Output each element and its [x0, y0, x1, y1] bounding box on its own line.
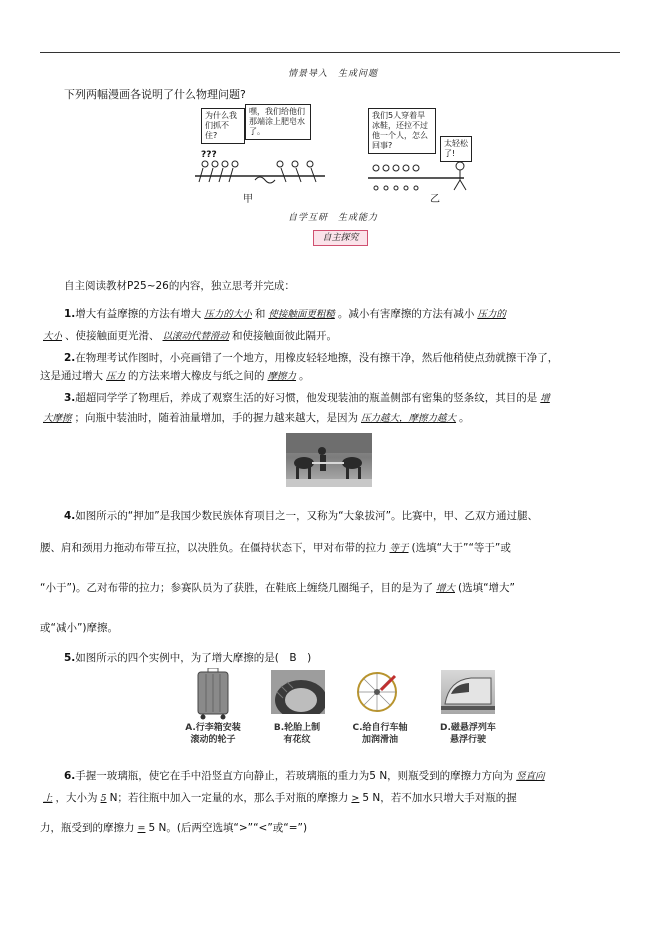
caption-b: B.轮胎上制 有花纹 — [273, 723, 321, 745]
q6-answer-4: = — [137, 823, 146, 834]
caption-d: D.磁悬浮列车 悬浮行驶 — [440, 723, 496, 745]
q6-line-2: 上 ，大小为 5 N；若往瓶中加入一定量的水，那么手对瓶的摩擦力 > 5 N，若不加水只增大手对瓶的握 — [40, 790, 620, 805]
top-rule — [40, 52, 620, 53]
reading-intro: 自主阅读教材P25~26的内容，独立思考并完成： — [64, 280, 295, 292]
q2-line-2: 这是通过增大 压力 的方法来增大橡皮与纸之间的 摩擦力 。 — [40, 370, 310, 382]
q6-answer-3: > — [351, 793, 360, 804]
speech-bubble-right-1: 我们5人穿着旱冰鞋，还拉不过他一个人，怎么回事? — [368, 108, 436, 154]
maglev-image — [441, 670, 495, 714]
maglev-train-icon — [441, 670, 495, 714]
q1-answer-4: 以滚动代替滑动 — [162, 331, 230, 342]
q3-answer-1: 增 — [540, 393, 550, 404]
cartoon-label-left: 甲 — [243, 194, 253, 205]
caption-c: C.给自行车轴 加润滑油 — [352, 723, 408, 745]
tug-of-war-left-drawing — [195, 156, 335, 190]
q5-line-1: 5.如图所示的四个实例中，为了增大摩擦的是( B ) — [64, 652, 312, 664]
q5-number: 5. — [64, 652, 76, 664]
q3-line-2: 大摩擦 ；向瓶中装油时，随着油量增加，手的握力越来越大，是因为 压力越大，摩擦力越大 。 — [40, 410, 620, 425]
q1-answer-1: 压力的大小 — [204, 309, 252, 320]
suitcase-image — [194, 668, 232, 720]
q1-line-1: 1.增大有益摩擦的方法有增大 压力的大小 和 使接触面更粗糙 。减小有害摩擦的方法有减小 压力的 — [64, 306, 644, 321]
tire-image — [271, 670, 325, 714]
q4-line-3: “小于”)。乙对布带的拉力；参赛队员为了获胜，在鞋底上缠绕几圈绳子，目的是为了 增大 (选填“增大” — [40, 582, 515, 594]
self-study-badge: 自主探究 — [313, 230, 368, 246]
q3-answer-2: 压力越大，摩擦力越大 — [361, 413, 457, 424]
q4-answer-2: 增大 — [435, 583, 455, 594]
speech-bubble-left-1: 为什么我们抓不住? — [201, 108, 245, 144]
q3-answer-1b: 大摩擦 — [43, 413, 72, 424]
q6-answer-1b: 上 — [43, 793, 53, 804]
intro-question: 下列两幅漫画各说明了什么物理问题? — [64, 88, 246, 101]
q4-line-1: 4.如图所示的“押加”是我国少数民族体育项目之一，又称为“大象拔河”。比赛中，甲、乙双方通过腿、 — [64, 510, 539, 522]
cartoon-right — [368, 104, 478, 205]
q3-line-1: 3.超超同学学了物理后，养成了观察生活的好习惯，他发现装油的瓶盖侧部有密集的竖条纹，其目的是 增 — [64, 390, 644, 405]
q4-answer-1: 等于 — [389, 543, 409, 554]
q6-answer-2: 5 — [100, 793, 107, 804]
cartoon-label-right: 乙 — [430, 194, 440, 205]
q4-line-2: 腰、肩和颈用力拖动布带互拉，以决胜负。在僵持状态下，甲对布带的拉力 等于 (选填“大于”“等于”或 — [40, 542, 511, 554]
q3-number: 3. — [64, 392, 76, 404]
question-marks: ??? — [201, 150, 217, 160]
q1-line-2: 大小 、使接触面更光滑、 以滚动代替滑动 和使接触面彼此隔开。 — [40, 328, 620, 343]
q1-answer-3: 压力的 — [477, 309, 506, 320]
section-heading-2: 自学互研 生成能力 — [288, 213, 379, 223]
q4-number: 4. — [64, 510, 76, 522]
section-heading-1: 情景导入 生成问题 — [288, 69, 379, 79]
tire-icon — [271, 670, 325, 714]
q6-number: 6. — [64, 770, 76, 782]
bicycle-wheel-image — [351, 670, 403, 714]
caption-a: A.行李箱安装 滚动的轮子 — [185, 723, 241, 745]
q2-number: 2. — [64, 352, 76, 364]
q1-answer-2: 使接触面更粗糙 — [268, 309, 335, 320]
q2-answer-1: 压力 — [106, 371, 126, 382]
q2-answer-2: 摩擦力 — [267, 371, 297, 382]
q1-answer-3b: 大小 — [43, 331, 63, 342]
speech-bubble-right-2: 太轻松了! — [440, 136, 472, 162]
speech-bubble-left-2: 嘿，我们给他们那端涂上肥皂水了。 — [245, 104, 311, 140]
bicycle-wheel-icon — [351, 670, 403, 714]
q6-answer-1: 竖直向 — [516, 771, 545, 782]
yajia-photo — [286, 433, 372, 487]
q1-number: 1. — [64, 308, 76, 320]
q4-line-4: 或“减小”)摩擦。 — [40, 622, 118, 634]
cartoon-left — [195, 104, 335, 205]
suitcase-icon — [194, 668, 232, 720]
yajia-photo-figures — [286, 433, 372, 487]
q6-line-1: 6.手握一玻璃瓶，使它在手中沿竖直方向静止，若玻璃瓶的重力为5 N，则瓶受到的摩擦力方向为 竖直向 — [64, 768, 644, 783]
q2-line-1: 2.在物理考试作图时，小亮画错了一个地方，用橡皮轻轻地擦，没有擦干净，然后他稍使点劲就擦干净了， — [64, 352, 559, 364]
tug-of-war-right-drawing — [368, 162, 478, 192]
q6-line-3: 力，瓶受到的摩擦力 = 5 N。(后两空选填“>”“<”或“=”) — [40, 822, 308, 834]
